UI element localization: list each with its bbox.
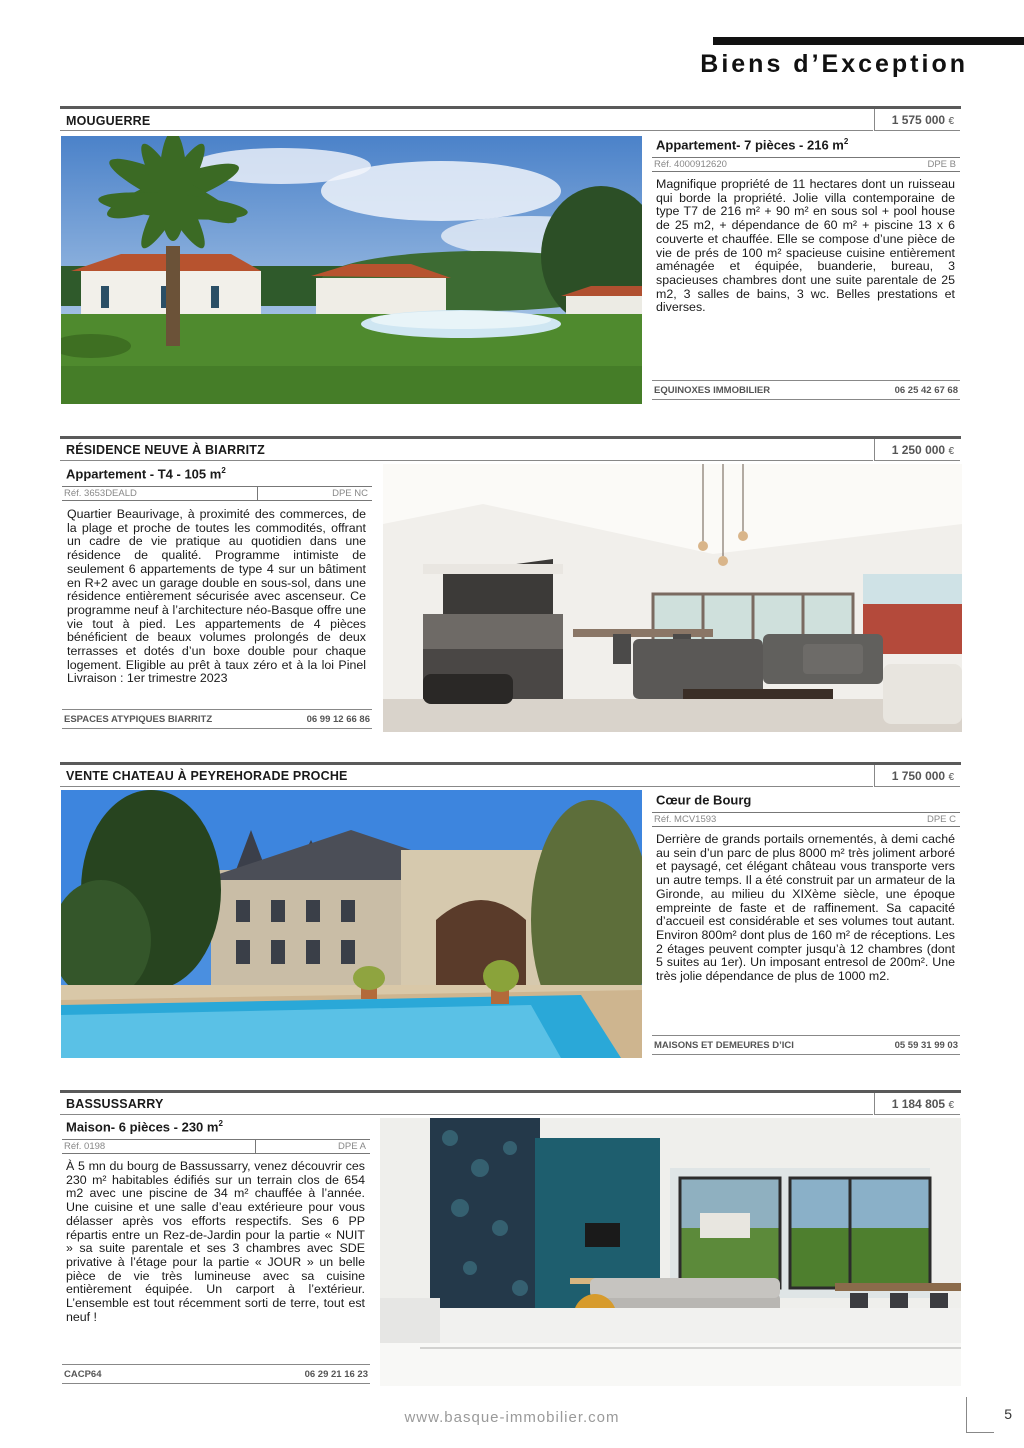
property-description: Magnifique propriété de 11 hectares dont un ruisseau qui borde la propriété. Jolie villa contemporaine de type T7 de 216 m² + 90 m² en sous sol + pool house de 25 m2, + dépendance de 60 m² + piscine 13 x 6 couverte et chauffée. Elle se compose d’une pièce de vie de prés de 100 m² spacieuse cuisine entièrement aménagée et équipée, buanderie, bureau, 3 spacieuses chambres dont une suite parentale de 25 m2, 3 salles de bains, 3 wc. Belles prestations et diverses. — [656, 177, 955, 315]
agency-row — [62, 1364, 370, 1384]
page-number-box — [966, 1397, 994, 1433]
property-title: Maison- 6 pièces - 230 $m^2$ — [66, 1119, 223, 1135]
listing-rule — [60, 1090, 961, 1093]
dpe-rating: DPE NC — [332, 488, 368, 499]
property-photo-interior — [380, 1118, 961, 1386]
property-description: À 5 mn du bourg de Bassussarry, venez découvrir ces 230 m² habitables édifiés sur un terrain clos de 654 m2 avec une piscine de 34 m² chauffée à l’année. Une cuisine et une salle d’eau extérieure pour vous délasser après vos efforts respectifs. Ses 6 PP répartis entre un Rez-de-Jardin pour la partie « NUIT » sa suite parentale et ses 3 chambres avec SDE privative à l’étage pour la partie « JOUR » un belle pièce de vie très lumineuse avec sa cuisine entièrement équipée. Un carport à l’extérieur. L’ensemble est tout récemment sorti de terre, tout est neuf ! — [66, 1159, 365, 1324]
property-title: Appartement - T4 - 105 $m^2$ — [66, 466, 226, 482]
agency-name: ESPACES ATYPIQUES BIARRITZ — [64, 714, 213, 725]
dpe-rating: DPE A — [338, 1141, 366, 1152]
listing-location: VENTE CHATEAU À PEYREHORADE PROCHE — [66, 769, 348, 783]
property-photo-villa — [61, 136, 642, 404]
property-description: Derrière de grands portails ornementés, à demi caché au sein d’un parc de plus 8000 m² très joliment arboré et paysagé, cet élégant château vous transporte vers un autre temps. Il a été construit par un armateur de la Gironde, au milieu du XIXème siècle, une époque empreinte de faste et de raffinement. Sa capacité d’accueil est considérable et ses volumes tout autant. Environ 800m² dont plus de 160 m² de réceptions. Les 2 étages peuvent compter jusqu’à 12 chambres (dont 5 suites au 1er). Un imposant entresol de 200m². Une très jolie dépendance de plus de 1000 m2. — [656, 832, 955, 984]
reference-number: Réf. MCV1593 — [654, 814, 717, 825]
dpe-rating: DPE C — [926, 814, 956, 825]
listing-location: RÉSIDENCE NEUVE À BIARRITZ — [66, 443, 265, 457]
agency-name: EQUINOXES IMMOBILIER — [654, 385, 771, 396]
property-title: Cœur de Bourg — [656, 792, 752, 808]
page-title: Biens d’Exception — [700, 50, 968, 78]
agency-phone: 05 59 31 99 03 — [894, 1040, 958, 1051]
agency-phone: 06 99 12 66 86 — [306, 714, 370, 725]
property-photo-living-room — [383, 464, 962, 732]
property-title: Appartement- 7 pièces - 216 $m^2$ — [656, 137, 849, 153]
page-number: 5 — [1004, 1406, 1012, 1422]
listing-price: 1 184 805 € — [874, 1093, 960, 1115]
reference-number: Réf. 4000912620 — [654, 159, 727, 170]
listing-price: 1 575 000 € — [874, 109, 960, 131]
reference-row — [62, 486, 372, 501]
listing-location: BASSUSSARRY — [66, 1097, 164, 1111]
listing-rule — [60, 436, 961, 439]
reference-row — [62, 1139, 370, 1154]
listing-price: 1 250 000 € — [874, 439, 960, 461]
listing-price: 1 750 000 € — [874, 765, 960, 787]
reference-row — [652, 157, 960, 172]
header-bar — [713, 37, 1024, 45]
agency-row — [652, 1035, 960, 1055]
property-photo-chateau — [61, 790, 642, 1058]
reference-row — [652, 812, 960, 827]
dpe-rating: DPE B — [927, 159, 956, 170]
listing-location: MOUGUERRE — [66, 114, 151, 128]
agency-row — [652, 380, 960, 400]
listing-rule — [60, 762, 961, 765]
property-description: Quartier Beaurivage, à proximité des commerces, de la plage et proche de toutes les commodités, offrant un cadre de vie pratique au quotidien dans une résidence de qualité. Programme intimiste de seulement 6 appartements de type 4 sur un bâtiment en R+2 avec un garage double en sous-sol, dans une résidence entièrement sécurisée avec ascenseur. Ce programme neuf à l’architecture néo-Basque offre une vie tout à pied. Les appartements de 4 pièces bénéficient de beaux volumes prolongés de deux terrasses et dotés d’un boxe double pour chaque logement. Eligible au prêt à taux zéro et à la loi Pinel Livraison : 1er trimestre 2023 — [67, 507, 366, 686]
agency-phone: 06 29 21 16 23 — [304, 1369, 368, 1380]
website-url: www.basque-immobilier.com — [404, 1409, 620, 1426]
agency-row — [62, 709, 372, 729]
agency-phone: 06 25 42 67 68 — [894, 385, 958, 396]
agency-name: CACP64 — [64, 1369, 102, 1380]
listing-rule — [60, 106, 961, 109]
reference-number: Réf. 3653DEALD — [64, 488, 137, 499]
agency-name: MAISONS ET DEMEURES D’ICI — [654, 1040, 794, 1051]
reference-number: Réf. 0198 — [64, 1141, 106, 1152]
